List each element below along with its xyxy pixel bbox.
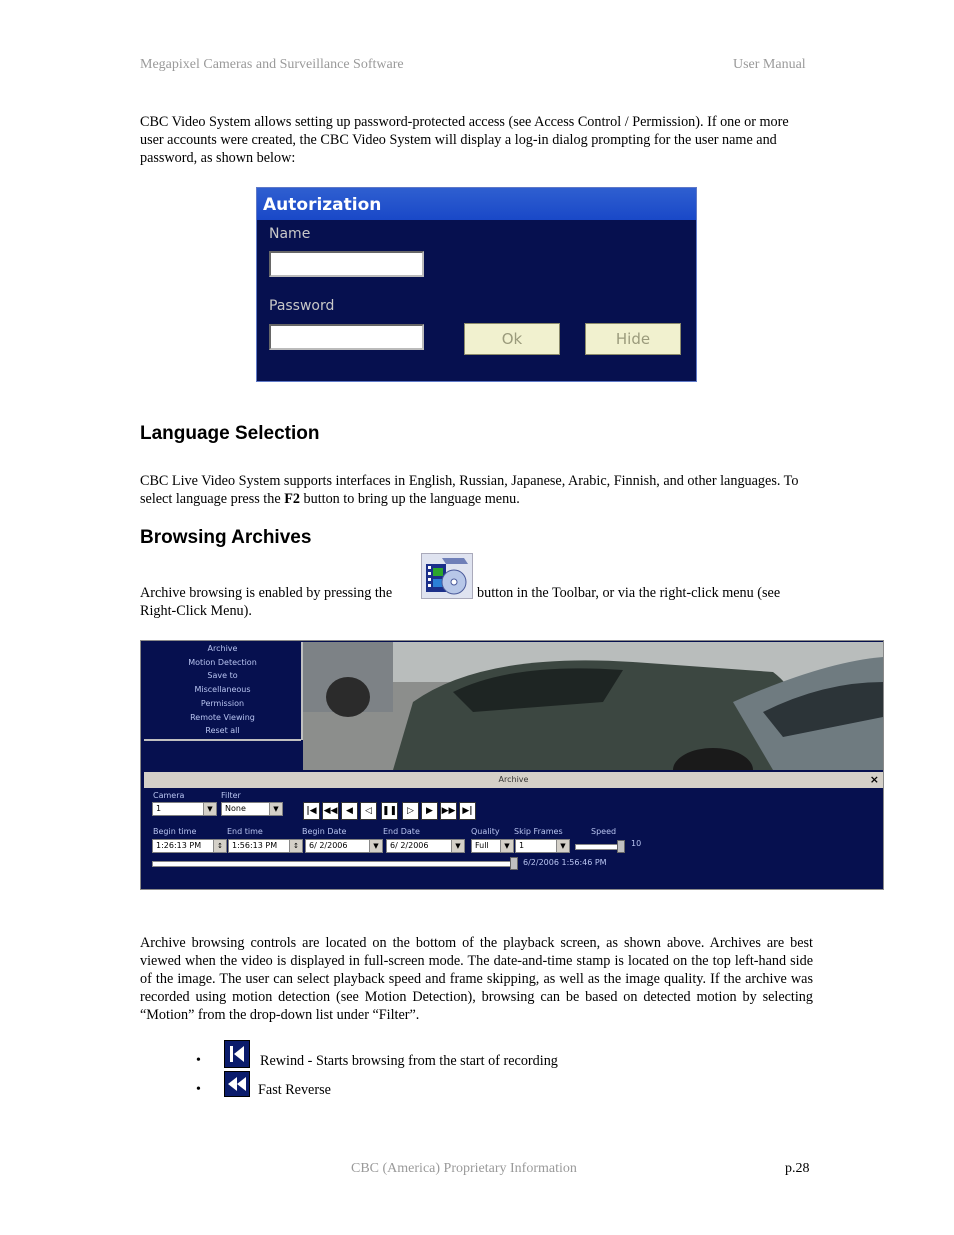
play-button[interactable]: ▶	[421, 802, 438, 820]
name-field[interactable]	[269, 251, 424, 277]
archive-panel-titlebar	[144, 772, 883, 788]
archive-film-disc-icon	[421, 553, 473, 599]
begin-time-label: Begin time	[153, 827, 197, 836]
go-to-end-button[interactable]: ▶|	[459, 802, 476, 820]
step-forward-button[interactable]: ▷	[402, 802, 419, 820]
bullet-marker: •	[196, 1053, 201, 1068]
chevron-down-icon: ▼	[269, 803, 282, 815]
dialog-title: Autorization	[257, 188, 696, 220]
fast-forward-button[interactable]: ▶▶	[440, 802, 457, 820]
bullet-text: Rewind - Starts browsing from the start of recording	[260, 1053, 558, 1069]
speed-value: 10	[631, 839, 642, 848]
chevron-down-icon: ▼	[556, 840, 569, 852]
end-time-field[interactable]: 1:56:13 PM ↕	[228, 839, 303, 853]
name-label: Name	[269, 226, 311, 242]
spinner-icon[interactable]: ↕	[213, 840, 226, 852]
end-date-label: End Date	[383, 827, 420, 836]
menu-item[interactable]: Archive	[207, 644, 238, 653]
archives-heading: Browsing Archives	[140, 527, 312, 548]
speed-slider-thumb[interactable]	[617, 840, 625, 853]
quality-label: Quality	[471, 827, 500, 836]
archive-screenshot	[140, 640, 884, 890]
password-field[interactable]	[269, 324, 424, 350]
quality-select[interactable]: Full ▼	[471, 839, 514, 853]
begin-time-field[interactable]: 1:26:13 PM ↕	[152, 839, 227, 853]
speed-label: Speed	[591, 827, 617, 836]
settings-menu	[144, 642, 303, 740]
bullet-text: Fast Reverse	[258, 1082, 331, 1098]
language-paragraph: CBC Live Video System supports interfaces in English, Russian, Japanese, Arabic, Finnish, and other languages. To select language press the F2 button to bring up the language menu.	[140, 473, 799, 507]
menu-item[interactable]: Remote Viewing	[190, 712, 255, 722]
menu-item[interactable]: Permission	[200, 698, 245, 708]
speed-slider[interactable]	[575, 844, 623, 850]
timeline-slider-thumb[interactable]	[510, 857, 518, 870]
archive-panel-title: Archive	[498, 775, 529, 784]
menu-item[interactable]: Motion Detection	[188, 657, 257, 667]
chevron-down-icon: ▼	[451, 840, 464, 852]
begin-date-field[interactable]: 6/ 2/2006 ▼	[305, 839, 383, 853]
login-dialog	[256, 187, 697, 382]
pause-button[interactable]: ❚❚	[381, 802, 398, 820]
menu-item[interactable]: Reset all	[205, 726, 240, 736]
chevron-down-icon: ▼	[500, 840, 513, 852]
intro-paragraph: CBC Video System allows setting up password-protected access (see Access Control / Permission). If one or more user accounts were created, the CBC Video System will display a log-in dialog prompting for the user name and password, as shown below:	[140, 114, 789, 166]
menu-item[interactable]: Save to	[207, 671, 238, 681]
fast-reverse-icon	[224, 1071, 250, 1097]
camera-label: Camera	[153, 791, 185, 800]
archives-body: Archive browsing controls are located on the bottom of the playback screen, as shown above. Archives are best viewed when the video is displayed in full-screen mode. The date-and-time stamp is located on the top left-hand side of the image. The user can select playback speed and frame skipping, as well as the image quality. If the archive was recorded using motion detection (see Motion Detection), browsing can be based on detected motion by selecting “Motion” from the drop-down list under “Filter”.	[140, 935, 813, 1023]
rewind-to-start-icon	[224, 1040, 250, 1068]
filter-label: Filter	[221, 791, 241, 800]
camera-select[interactable]: 1 ▼	[152, 802, 217, 816]
archive-button-text-after: button in the Toolbar, or via the right-click menu (see	[477, 585, 781, 601]
chevron-down-icon: ▼	[369, 840, 382, 852]
step-back-button[interactable]: ◁	[360, 802, 377, 820]
reverse-button[interactable]: ◀	[341, 802, 358, 820]
skip-frames-select[interactable]: 1 ▼	[515, 839, 570, 853]
page-number: p.28	[785, 1161, 810, 1176]
begin-date-label: Begin Date	[302, 827, 347, 836]
language-heading: Language Selection	[140, 423, 320, 444]
video-frame	[303, 642, 883, 770]
end-date-field[interactable]: 6/ 2/2006 ▼	[386, 839, 465, 853]
hide-button[interactable]: Hide	[585, 323, 681, 355]
archive-button-text: Archive browsing is enabled by pressing the	[140, 585, 393, 601]
chevron-down-icon: ▼	[203, 803, 216, 815]
close-icon[interactable]: ×	[869, 773, 879, 786]
menu-item[interactable]: Miscellaneous	[194, 685, 251, 695]
filter-select[interactable]: None ▼	[221, 802, 283, 816]
timeline-slider[interactable]	[152, 861, 514, 867]
rewind-start-button[interactable]: |◀	[303, 802, 320, 820]
menu-divider	[144, 739, 301, 741]
fast-reverse-button[interactable]: ◀◀	[322, 802, 339, 820]
archive-button-text-line2: Right-Click Menu).	[140, 603, 252, 619]
end-time-label: End time	[227, 827, 263, 836]
password-label: Password	[269, 298, 335, 314]
header-right: User Manual	[733, 57, 806, 72]
skip-frames-label: Skip Frames	[514, 827, 563, 836]
ok-button[interactable]: Ok	[464, 323, 560, 355]
spinner-icon[interactable]: ↕	[289, 840, 302, 852]
archive-timestamp: 6/2/2006 1:56:46 PM	[523, 858, 607, 867]
bullet-marker: •	[196, 1082, 201, 1097]
footer-center: CBC (America) Proprietary Information	[351, 1161, 577, 1176]
header-left: Megapixel Cameras and Surveillance Software	[140, 57, 404, 72]
